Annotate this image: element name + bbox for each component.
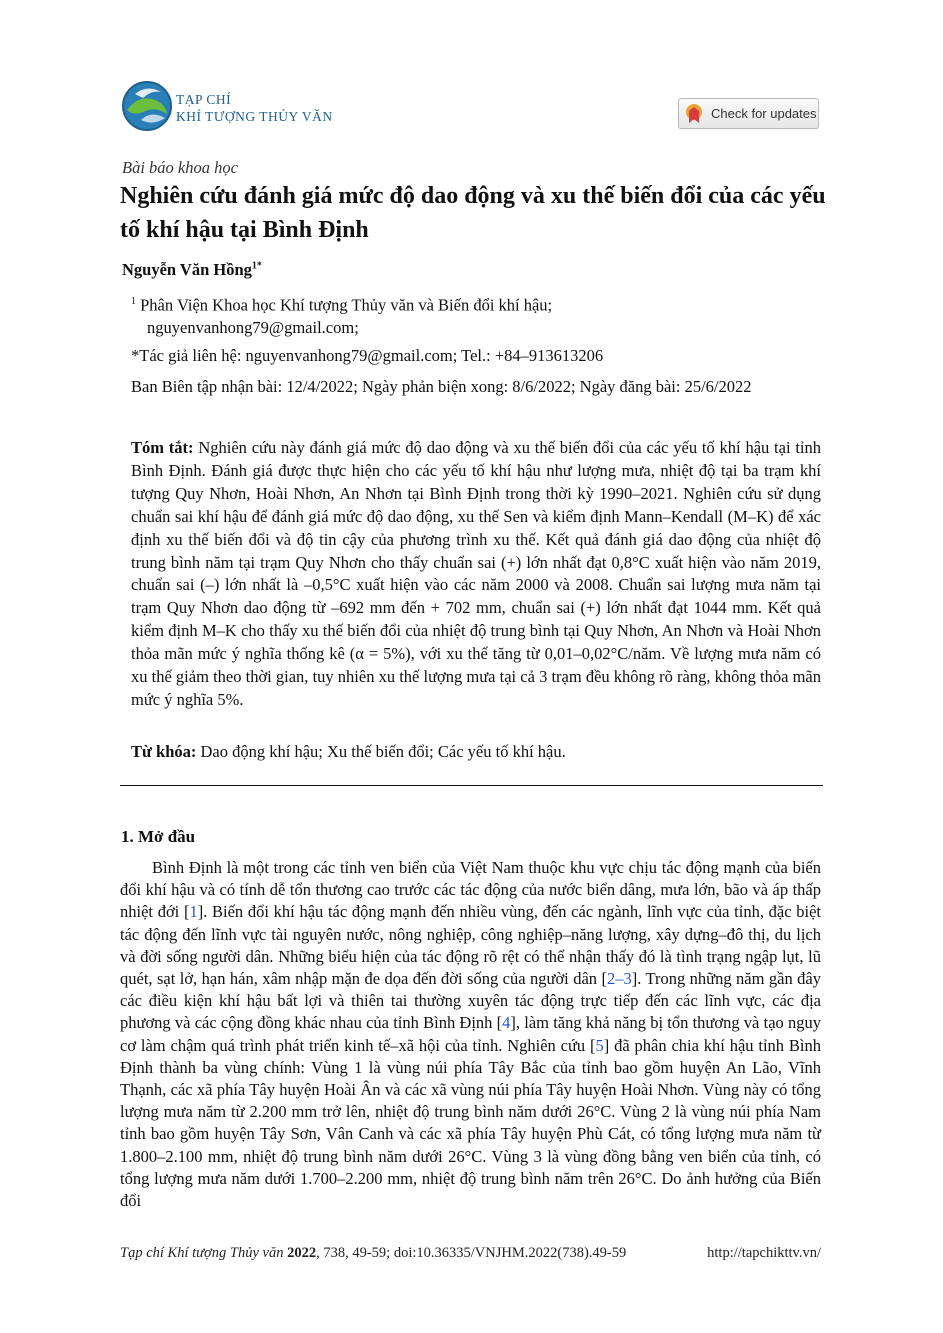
citation-link-4[interactable]: 4 [502, 1013, 511, 1033]
citation-link-1[interactable]: 1 [189, 902, 198, 922]
body-paragraph [120, 857, 821, 1212]
body-text-1: Bình Định là một trong các tỉnh ven biển của Việt Nam thuộc khu vực chịu tác động mạnh của biến đổi khí hậu và có tính dễ tổn thương cao trước các tác động của nước biển dâng, mưa lớn, bão và áp thấp nhiệt đới [ [120, 858, 821, 922]
journal-name-line1: TẠP CHÍ [176, 92, 232, 107]
affiliation [131, 291, 821, 339]
journal-name-line2: KHÍ TƯỢNG THỦY VĂN [176, 109, 333, 124]
body-text-3: ]. Trong những năm gần đây các điều kiện khí hậu bất lợi và thiên tai thường xuyên tác động trực tiếp đến các lĩnh vực, các địa phương và các cộng đồng khác nhau của tỉnh Bình Định [ [120, 969, 821, 1033]
keywords-text: Dao động khí hậu; Xu thế biến đổi; Các yếu tố khí hậu. [200, 742, 566, 761]
bookmark-check-icon [685, 103, 703, 125]
affiliation-email: nguyenvanhong79@gmail.com; [147, 317, 359, 337]
section-heading: 1. Mở đầu [121, 827, 196, 846]
affiliation-text: Phân Viện Khoa học Khí tượng Thủy văn và Biến đổi khí hậu; [140, 295, 553, 315]
author-line [122, 260, 262, 280]
footer-journal: Tạp chí Khí tượng Thủy văn [120, 1245, 284, 1261]
abstract-label: Tóm tắt: [131, 438, 194, 457]
footer-year: 2022 [287, 1245, 317, 1261]
affiliation-superscript: 1 [131, 296, 136, 307]
author-name: Nguyễn Văn Hồng [122, 260, 252, 279]
journal-logo-icon [121, 80, 173, 132]
article-title: Nghiên cứu đánh giá mức độ dao động và xu thế biến đổi của các yếu tố khí hậu tại Bình Định [120, 183, 826, 243]
check-for-updates-button[interactable] [678, 98, 819, 129]
received-dates: Ban Biên tập nhận bài: 12/4/2022; Ngày phản biện xong: 8/6/2022; Ngày đăng bài: 25/6/2022 [131, 377, 752, 396]
body-text-5: ] đã phân chia khí hậu tỉnh Bình Định thành ba vùng chính: Vùng 1 là vùng núi phía Tây Bắc của tỉnh bao gồm huyện An Lão, Vĩnh Thạnh, các xã phía Tây huyện Hoài Ân và các xã vùng núi phía Tây huyện Hoài Nhơn. Vùng này có tổng lượng mưa năm từ 2.200 mm trở lên, nhiệt độ trung bình năm dưới 26°C. Vùng 2 là vùng núi phía Nam tỉnh bao gồm huyện Tây Sơn, Vân Canh và các xã phía Tây huyện Phù Cát, có tổng lượng mưa năm từ 1.800–2.100 mm, nhiệt độ trung bình năm dưới 26°C. Vùng 3 là vùng đồng bằng ven biển của tỉnh, có tổng lượng mưa năm dưới 1.700–2.200 mm, nhiệt độ trung bình năm trên 26°C. Do ảnh hưởng của Biến đổi [120, 1035, 821, 1211]
keywords-label: Từ khóa: [131, 742, 197, 761]
journal-name [176, 91, 333, 125]
abstract [131, 437, 821, 712]
abstract-text: Nghiên cứu này đánh giá mức độ dao động và xu thế biến đổi của các yếu tố khí hậu tại tỉnh Bình Định. Đánh giá được thực hiện cho các yếu tố khí hậu như lượng mưa, nhiệt độ tại ba trạm khí tượng Quy Nhơn, Hoài Nhơn, An Nhơn tại Bình Định trong thời kỳ 1990–2021. Nghiên cứu sử dụng chuẩn sai khí hậu để đánh giá mức độ dao động, xu thế Sen và kiểm định Mann–Kendall (M–K) để xác định xu thế biến đổi và độ tin cậy của phương trình xu thế. Kết quả đánh giá dao động của nhiệt độ trung bình năm tại trạm Quy Nhơn cho thấy chuẩn sai (+) lớn nhất đạt 0,8°C xuất hiện vào năm 2019, chuẩn sai (–) lớn nhất là –0,5°C xuất hiện vào các năm 2000 và 2008. Chuẩn sai lượng mưa năm tại trạm Quy Nhơn dao động từ –692 mm đến + 702 mm, chuẩn sai (+) lớn nhất đạt 1044 mm. Kết quả kiểm định M–K cho thấy xu thế biến đổi của nhiệt độ trung bình tại Quy Nhơn, An Nhơn và Hoài Nhơn thỏa mãn mức ý nghĩa thống kê (α = 5%), với xu thế tăng từ 0,01–0,02°C/năm. Về lượng mưa năm có xu thế giảm theo thời gian, tuy nhiên xu thế lượng mưa tại cả 3 trạm đều không rõ ràng, không thỏa mãn mức ý nghĩa 5%. [131, 438, 822, 709]
keywords [131, 742, 821, 762]
footer-url[interactable]: http://tapchikttv.vn/ [707, 1245, 821, 1261]
footer-doi: , 738, 49-59; doi:10.36335/VNJHM.2022(738).49-59 [316, 1245, 627, 1261]
citation-link-5[interactable]: 5 [595, 1035, 604, 1055]
section-divider [120, 785, 823, 786]
check-for-updates-label: Check for updates [711, 106, 817, 121]
body-text-2: ]. Biến đổi khí hậu tác động mạnh đến nhiều vùng, đến các ngành, lĩnh vực của tỉnh, đặc biệt tác động đến lĩnh vực tài nguyên nước, nông nghiệp, công nghiệp–năng lượng, xây dựng–đô thị, du lịch và đời sống người dân. Những biểu hiện của tác động rõ rệt có thể nhận thấy đó là tình trạng ngập lụt, lũ quét, sạt lở, hạn hán, xâm nhập mặn đe dọa đến đời sống của người dân [ [120, 902, 822, 989]
article-type: Bài báo khoa học [122, 158, 238, 177]
body-text-4: ], làm tăng khả năng bị tổn thương và tạo nguy cơ làm chậm quá trình phát triển kinh tế–xã hội của tỉnh. Nghiên cứu [ [120, 1013, 821, 1055]
corresponding-author: *Tác giả liên hệ: nguyenvanhong79@gmail.com; Tel.: +84–913613206 [131, 346, 604, 365]
citation-link-2-3[interactable]: 2–3 [606, 969, 632, 989]
author-superscript: 1* [251, 260, 262, 272]
footer-citation [120, 1245, 626, 1262]
